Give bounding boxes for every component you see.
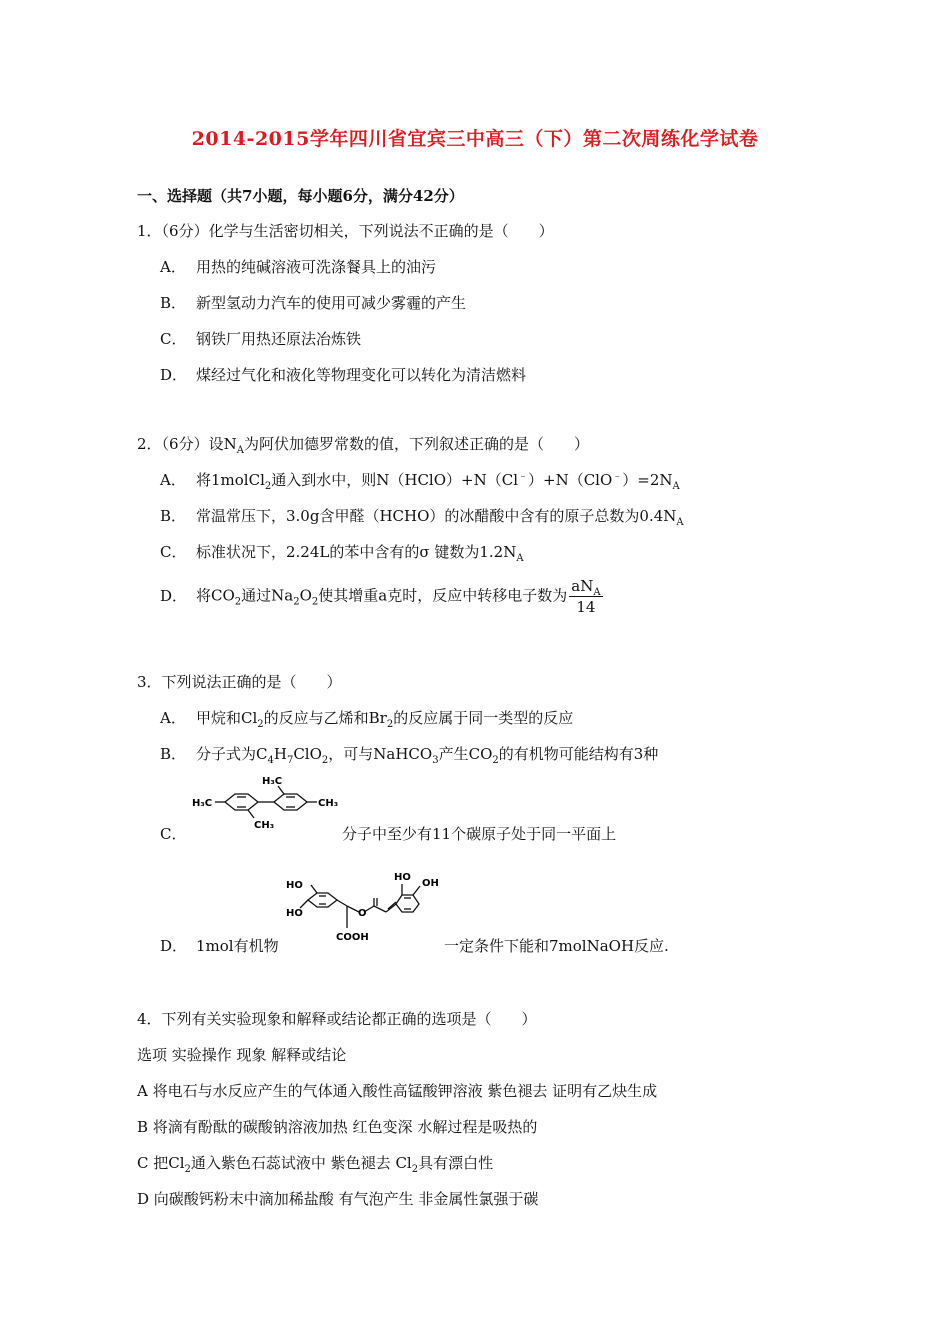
hydroxyl-label: HO <box>286 880 303 891</box>
q3-option-d: D． 1mol有机物 <box>160 937 279 955</box>
q2-option-a: A． 将1molCl$_2$通入到水中，则$N(HClO)+N(Cl^﹣)+N(ClO^﹣)=2N_A$ <box>160 471 680 492</box>
q3-option-c-text: 分子中至少有11个碳原子处于同一平面上 <box>342 825 617 843</box>
q4-row-d: D 向碳酸钙粉末中滴加稀盐酸 有气泡产生 非金属性氯强于碳 <box>137 1190 539 1208</box>
q4-row-a: A 将电石与水反应产生的气体通入酸性高锰酸钾溶液 紫色褪去 证明有乙炔生成 <box>137 1082 658 1100</box>
q3-option-b: B． 分子式为$C_4H_7ClO_2$，可与NaHCO$_3$产生$CO_2$的有机物可能结构有3种 <box>160 745 659 766</box>
rosmarinic-acid-structure <box>284 860 454 950</box>
q4-table-header: 选项 实验操作 现象 解释或结论 <box>137 1046 347 1064</box>
question-1-stem: 1．（6分）化学与生活密切相关，下列说法不正确的是（ ） <box>137 222 554 240</box>
question-2-stem: 2．（6分）设$N_A$为阿伏加德罗常数的值，下列叙述正确的是（ ） <box>137 435 589 456</box>
methyl-label: H₃C <box>262 776 283 787</box>
hydroxyl-label: HO <box>286 908 303 919</box>
methyl-label: CH₃ <box>318 798 339 809</box>
q3-option-c: C． <box>160 825 187 843</box>
q4-row-b: B 将滴有酚酞的碳酸钠溶液加热 红色变深 水解过程是吸热的 <box>137 1118 538 1136</box>
methyl-label: CH₃ <box>254 820 275 831</box>
page-title: 2014-2015学年四川省宜宾三中高三（下）第二次周练化学试卷 <box>191 128 759 150</box>
hydroxyl-label: HO <box>394 872 411 883</box>
biphenyl-structure <box>190 770 350 836</box>
q1-option-d: D． 煤经过气化和液化等物理变化可以转化为清洁燃料 <box>160 366 527 384</box>
q4-row-c: C 把$Cl_2$通入紫色石蕊试液中 紫色褪去 $Cl_2$具有漂白性 <box>137 1154 494 1175</box>
section-heading: 一、选择题（共7小题，每小题6分，满分42分） <box>137 187 464 205</box>
q2-option-c: C． 标准状况下，2.24L的苯中含有的σ 键数为$1.2N_A$ <box>160 543 524 564</box>
q1-option-a: A． 用热的纯碱溶液可洗涤餐具上的油污 <box>160 258 437 276</box>
fraction-an-over-14: $\frac{aN_A}{14}$ <box>571 577 601 616</box>
question-3-stem: 3．下列说法正确的是（ ） <box>137 673 342 691</box>
q2-option-b: B． 常温常压下，3.0g含甲醛（HCHO）的冰醋酸中含有的原子总数为$0.4N_A$ <box>160 507 684 528</box>
ester-oxygen-label: O <box>358 908 367 919</box>
q1-option-b: B． 新型氢动力汽车的使用可减少雾霾的产生 <box>160 294 467 312</box>
carboxyl-label: COOH <box>336 932 369 943</box>
q3-option-a: A． 甲烷和$Cl_2$的反应与乙烯和$Br_2$的反应属于同一类型的反应 <box>160 709 574 730</box>
methyl-label: H₃C <box>192 798 213 809</box>
q1-option-c: C． 钢铁厂用热还原法冶炼铁 <box>160 330 362 348</box>
q2-option-d: D． 将$CO_2$通过$Na_2O_2$使其增重a克时，反应中转移电子数为 $\frac{aN_A}{14}$ <box>160 577 601 616</box>
question-4-stem: 4．下列有关实验现象和解释或结论都正确的选项是（ ） <box>137 1010 537 1028</box>
q3-option-d-text: 一定条件下能和7molNaOH反应. <box>444 937 669 955</box>
hydroxyl-label: OH <box>422 878 439 889</box>
